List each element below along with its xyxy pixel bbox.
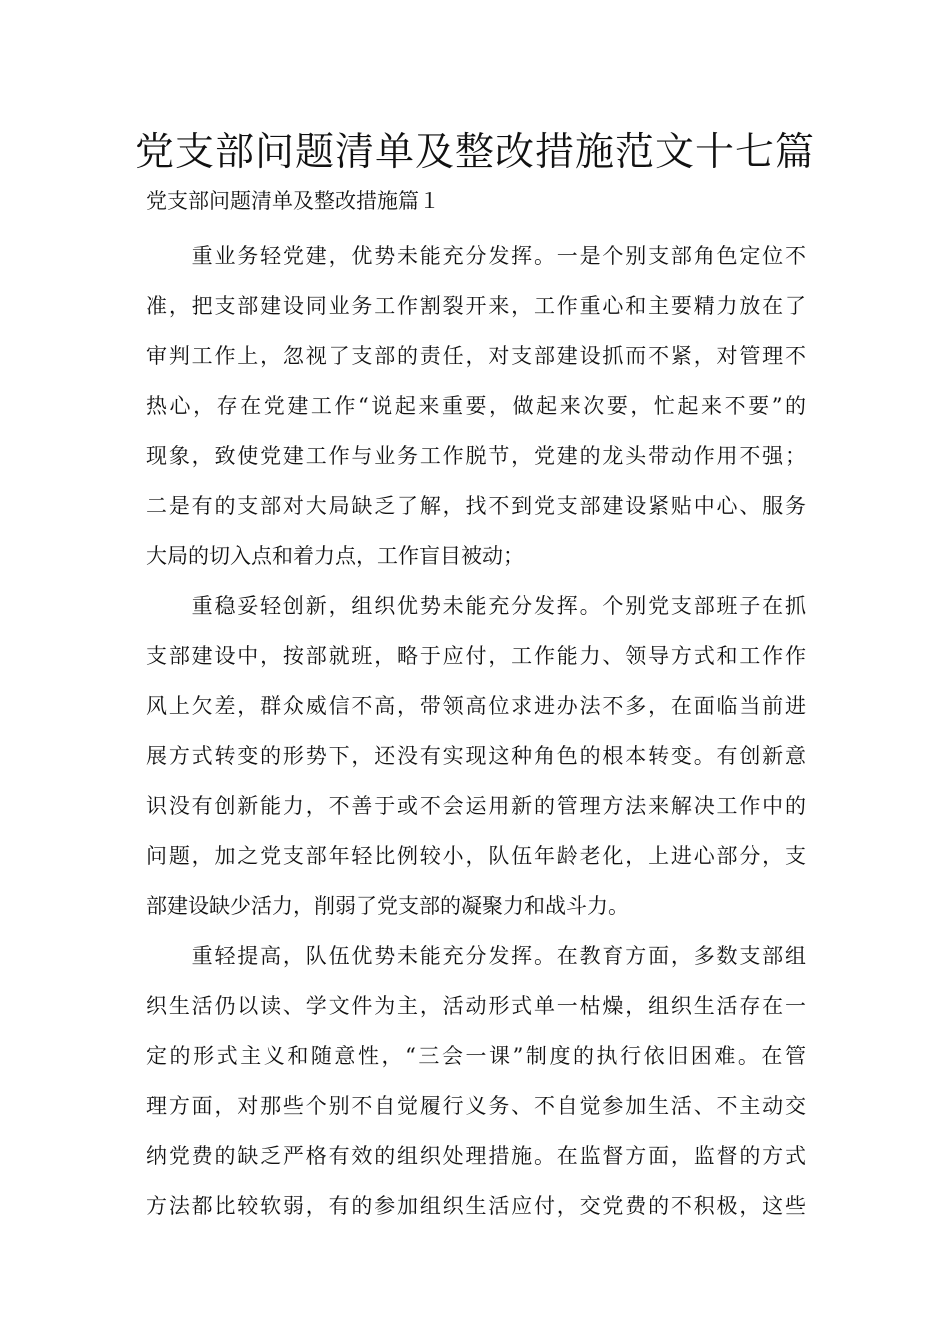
paragraph-2 — [146, 581, 806, 931]
text-line: 支部建设中，按部就班，略于应付，工作能力、领导方式和工作作 — [146, 644, 806, 668]
text-line: 方法都比较软弱，有的参加组织生活应付，交党费的不积极，这些 — [146, 1194, 806, 1218]
text-line: 部建设缺少活力，削弱了党支部的凝聚力和战斗力。 — [146, 894, 629, 918]
text-line: 热心，存在党建工作“说起来重要，做起来次要，忙起来不要”的 — [146, 394, 806, 418]
text-line: 风上欠差，群众威信不高，带领高位求进办法不多，在面临当前进 — [146, 694, 806, 718]
paragraph-3 — [146, 931, 806, 1231]
text-line: 现象，致使党建工作与业务工作脱节，党建的龙头带动作用不强； — [146, 444, 806, 468]
text-line: 重轻提高，队伍优势未能充分发挥。在教育方面，多数支部组 — [146, 944, 806, 968]
text-line: 问题，加之党支部年轻比例较小，队伍年龄老化，上进心部分，支 — [146, 844, 806, 868]
document-title: 党支部问题清单及整改措施范文十七篇 — [134, 130, 815, 175]
text-line: 重业务轻党建，优势未能充分发挥。一是个别支部角色定位不 — [146, 244, 806, 268]
paragraph-1 — [146, 231, 806, 581]
text-line: 展方式转变的形势下，还没有实现这种角色的根本转变。有创新意 — [146, 744, 806, 768]
text-line: 审判工作上，忽视了支部的责任，对支部建设抓而不紧，对管理不 — [146, 344, 806, 368]
text-line: 织生活仍以读、学文件为主，活动形式单一枯燥，组织生活存在一 — [146, 994, 806, 1018]
text-line: 纳党费的缺乏严格有效的组织处理措施。在监督方面，监督的方式 — [146, 1144, 806, 1168]
text-line: 大局的切入点和着力点，工作盲目被动； — [146, 544, 524, 568]
document-body — [146, 231, 806, 1231]
text-line: 定的形式主义和随意性，“三会一课”制度的执行依旧困难。在管 — [146, 1044, 806, 1068]
text-line: 二是有的支部对大局缺乏了解，找不到党支部建设紧贴中心、服务 — [146, 494, 806, 518]
text-line: 理方面，对那些个别不自觉履行义务、不自觉参加生活、不主动交 — [146, 1094, 806, 1118]
text-line: 准，把支部建设同业务工作割裂开来，工作重心和主要精力放在了 — [146, 294, 806, 318]
text-line: 重稳妥轻创新，组织优势未能充分发挥。个别党支部班子在抓 — [146, 594, 806, 618]
document-subtitle: 党支部问题清单及整改措施篇１ — [146, 189, 440, 213]
text-line: 识没有创新能力，不善于或不会运用新的管理方法来解决工作中的 — [146, 794, 806, 818]
